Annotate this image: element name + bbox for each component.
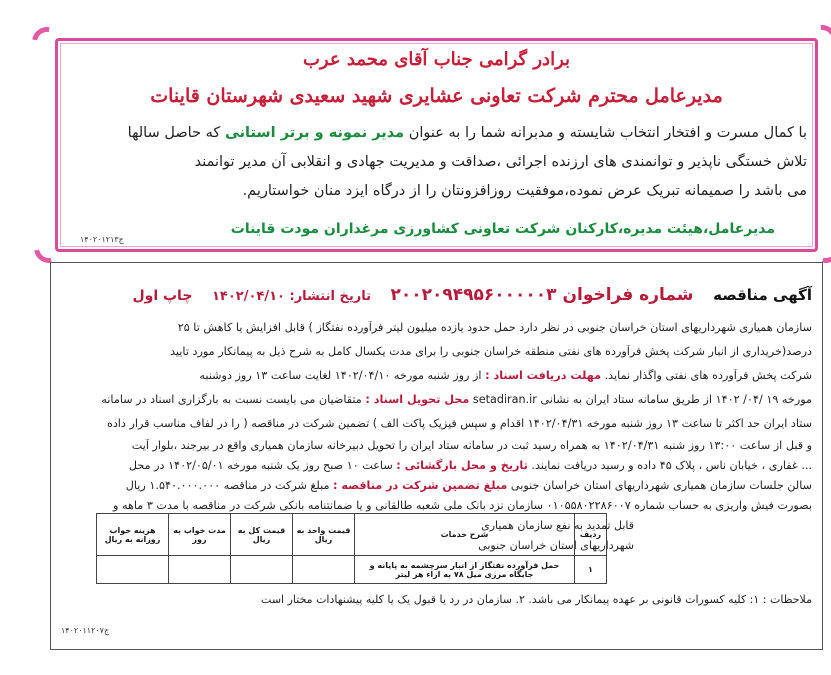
table-header-cell: قیمت کل به ریال [231, 514, 293, 556]
delivery-label: محل تحویل اسناد : [365, 393, 470, 406]
tender-header [118, 285, 812, 305]
table-header-cell: قیمت واحد به ریال [293, 514, 355, 556]
tender-line-9: بصورت فیش واریزی به حساب شماره ۰۱۰۵۵۸۰۲۲۸۶۰۰۷ سازمان نزد بانک ملی شعبه طالقانی و یا ضمانتنامه بانکی شرکت در مناقصه با مدت ۳ ماهه و [113, 499, 812, 512]
opening-label: تاریخ و محل بازگشائی : [396, 459, 528, 472]
table-cell [231, 556, 293, 584]
table-cell [293, 556, 355, 584]
table-header-cell: هزینه خواب روزانه به ریال [97, 514, 169, 556]
table-cell [169, 556, 231, 584]
tender-publish-date: تاریخ انتشار: ۱۴۰۲/۰۴/۱۰ [211, 289, 371, 304]
text-segment: متقاضیان می بایست نسبت به بارگزاری اسناد در سامانه [101, 393, 366, 406]
tender-line-8 [61, 479, 812, 492]
services-table [96, 513, 607, 584]
text-segment: مبلغ شرکت در مناقصه ۱.۵۴۰.۰۰۰.۰۰۰ ریال [125, 479, 334, 492]
text-segment: مورخه ۱۹ /۰۴/ ۱۴۰۲ از طریق سامانه ستاد ایران به نشانی setadiran.ir [472, 393, 812, 406]
highlight-model-manager: مدیر نمونه [328, 125, 405, 141]
tender-line-10: قابل تمدید به نفع سازمان همیاری [481, 519, 634, 532]
text-segment: و [309, 125, 329, 141]
table-header-cell: مدت خواب به روز [169, 514, 231, 556]
tender-line-3 [61, 369, 812, 382]
congrats-signature: مدیرعامل،هیئت مدیره،کارکنان شرکت تعاونی کشاورزی مرغداران مودت قاینات [230, 221, 775, 237]
tender-line-7 [61, 459, 812, 472]
highlight-top-provincial: برتر استانی [224, 125, 310, 141]
text-segment: شرکت پخش فرآورده های نفتی واگذار نماید. [604, 369, 812, 382]
tender-side-line: شهرداریهای استان خراسان جنوبی [478, 539, 634, 552]
table-cell: ۱ [575, 556, 607, 584]
congrats-ad-code: ج۱۴۰۲۰۱۲۱۳ [80, 235, 124, 244]
guarantee-label: مبلغ تضمین شرکت در مناقصه : [333, 479, 508, 492]
tender-line-4 [61, 393, 812, 406]
text-segment: با کمال مسرت و افتخار انتخاب شایسته و مدبرانه شما را به عنوان [404, 125, 807, 141]
text-segment: سالن جلسات سازمان همیاری شهرداریهای استان خراسان جنوبی [510, 479, 812, 492]
tender-line-1: سازمان همیاری شهرداریهای استان خراسان جنوبی در نظر دارد حمل حدود یازده میلیون لیتر فرآورده نفتگاز ) قابل افزایش یا کاهش تا ۲۵ [177, 321, 812, 334]
table-row [97, 556, 607, 584]
text-segment: که حاصل سالها [127, 125, 225, 141]
tender-notes: ملاحظات : ۱: کلیه کسورات قانونی بر عهده پیمانکار می باشد. ۲. سازمان در رد یا قبول یک یا کلیه پیشنهادات مختار است [261, 593, 812, 606]
table-header-cell: شرح خدمات [355, 514, 575, 556]
ornament-corner-icon [26, 21, 68, 63]
table-cell [97, 556, 169, 584]
congrats-body-line-1 [66, 125, 807, 141]
text-segment: از روز شنبه مورخه ۱۴۰۲/۰۴/۱۰ لغایت ساعت ۱۳ روز دوشنبه [199, 369, 486, 382]
tender-number: شماره فراخوان ۲۰۰۲۰۹۴۹۵۶۰۰۰۰۰۳ [390, 285, 694, 305]
text-segment: ساعت ۱۰ صبح روز یک شنبه مورخه ۱۴۰۲/۰۵/۰۱ در محل [128, 459, 397, 472]
tender-print-label: چاپ اول [132, 288, 193, 304]
tender-notice [50, 262, 823, 650]
tender-ad-code: ج۱۴۰۲۰۱۱۲۰۷ [61, 626, 110, 635]
table-header-cell: ردیف [575, 514, 607, 556]
tender-line-5: ستاد ایران حد اکثر تا ساعت ۱۳ روز شنبه مورخه ۱۴۰۲/۰۴/۳۱ اقدام و سپس فیزیک پاکت الف ) تضمین شرکت در مناقصه ( را در لفاف مناسب قرار داده [106, 417, 812, 430]
congrats-body-line-3: می باشد را صمیمانه تبریک عرض نموده،موفقیت روزافزونتان را از درگاه ایزد منان خواستاریم. [242, 183, 807, 199]
congratulation-notice [55, 38, 818, 252]
congrats-title-recipient: برادر گرامی جناب آقای محمد عرب [302, 49, 571, 70]
tender-line-6: و قبل از ساعت ۱۳:۰۰ روز شنبه ۱۴۰۲/۰۴/۳۱ به همراه رسید ثبت در سامانه ستاد ایران را تحویل دبیرخانه سازمان همیاری واقع در بیرجند ،بلوار آیت [131, 439, 812, 452]
table-cell: حمل فرآورده نفتگاز از انبار سرچشمه به پایانه و جایگاه مرزی میل ۷۸ به ازاء هر لیتر [355, 556, 575, 584]
tender-heading: آگهی مناقصه [713, 286, 812, 304]
table-header-row [97, 514, 607, 556]
tender-line-2: درصد(خریداری از انبار شرکت پخش فرآورده های نفتی منطقه خراسان جنوبی را برای مدت یکسال کامل به شرح ذیل به پیمانکار مورد تایید [170, 345, 812, 358]
deadline-label: مهلت دریافت اسناد : [485, 369, 602, 382]
text-segment: ... غفاری ، خیابان ناس ، پلاک ۴۵ داده و رسید دریافت نمایند. [531, 459, 812, 472]
congrats-body-line-2: تلاش خستگی ناپذیر و توانمندی های ارزنده اجرائی ،صداقت و مدیریت جهادی و انقلابی آن مدیر توانمند [194, 154, 807, 170]
congrats-title-position: مدیرعامل محترم شرکت تعاونی عشایری شهید سعیدی شهرستان قاینات [150, 85, 723, 107]
